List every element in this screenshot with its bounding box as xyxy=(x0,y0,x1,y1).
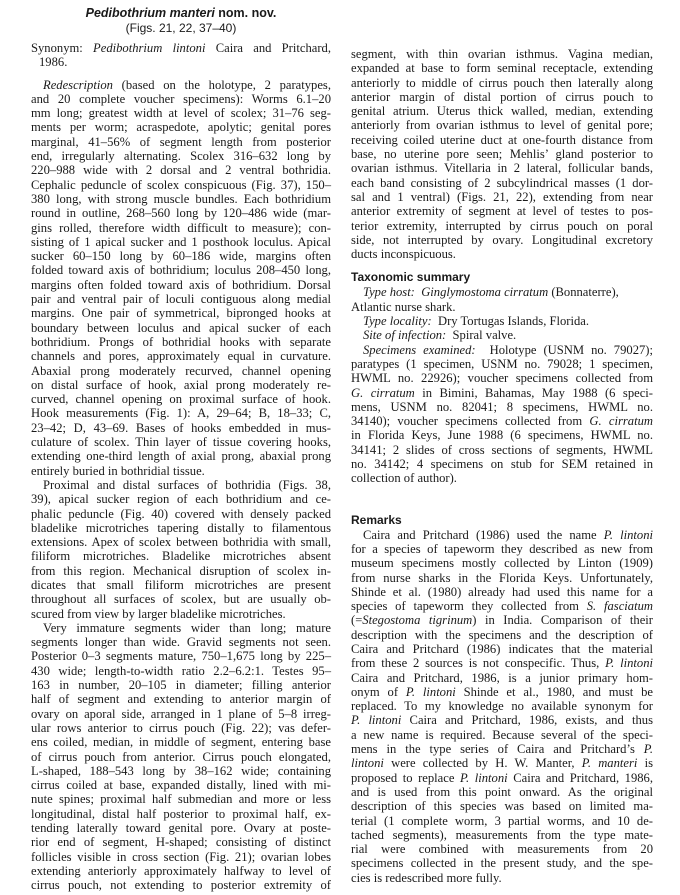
text-line: tending laterally toward genital pore. Ovary at poste- xyxy=(31,821,331,836)
text-line: phalic peduncle (Fig. 40) covered with densely packed xyxy=(31,506,331,521)
text-line: 39), apical sucker region of each bothridium and ce- xyxy=(31,492,331,507)
text-line: culature of scolex. Thin layer of tissue covering hooks, xyxy=(31,435,331,450)
text-line: from this region. Mechanical disruption of scolex in- xyxy=(31,563,331,578)
text-span: ) in India. Comparison of their xyxy=(472,613,653,628)
right-column xyxy=(351,0,653,885)
redescription-label: Redescription xyxy=(43,77,113,92)
text-line xyxy=(351,613,653,627)
species-title xyxy=(31,6,331,21)
text-line: paratypes (1 specimen, USNM no. 79028; 1 specimen, xyxy=(351,356,653,371)
synonym-line xyxy=(31,41,331,55)
nom-nov-label: nom. nov. xyxy=(214,6,277,20)
text-line: extensions. Apex of scolex between bothridia with small, xyxy=(31,535,331,550)
species-ref: Stegostoma tigrinum xyxy=(362,613,473,628)
text-line: side, not interrupted by ovary. Longitudinal excretory xyxy=(351,232,653,247)
text-line: follicles visible in cross section (Fig. 21); ovarian lobes xyxy=(31,849,331,864)
site-of-infection-line xyxy=(351,328,653,342)
species-ref: P. xyxy=(643,742,653,757)
text-line: sisting of 1 apical sucker and 1 posthook loculus. Apical xyxy=(31,234,331,249)
type-host-common-name: Atlantic nurse shark. xyxy=(351,299,456,314)
text-line: margins often folded toward axis of bothridium. Dorsal xyxy=(31,277,331,292)
text-line: receiving coiled uterine duct at one-fourth distance from xyxy=(351,132,653,147)
type-host-authority: (Bonnaterre), xyxy=(548,285,619,300)
text-span: species of tapeworm they collected from xyxy=(351,599,587,614)
text-line xyxy=(351,756,653,770)
segments-paragraph xyxy=(31,621,331,893)
species-ref: P. lintoni xyxy=(459,770,508,785)
text-line: pair and ventral pair of loculi contiguous along medial xyxy=(31,292,331,307)
text-line: no. 34142; 4 specimens on stub for SEM retained in xyxy=(351,457,653,472)
text-line: Very immature segments wider than long; mature xyxy=(43,620,331,635)
redescription-paragraph xyxy=(31,78,331,478)
text-line: 34141; 2 slides of cross sections of segments, HWML xyxy=(351,442,653,457)
text-line: 23–42; D, 43–69. Bases of hooks embedded in mus- xyxy=(31,420,331,435)
text-line: in Florida Keys, June 1988 (6 specimens, HWML no. xyxy=(351,428,653,443)
text-span: proposed to replace xyxy=(351,770,460,785)
species-ref: lintoni xyxy=(351,756,384,771)
text-line: dicates that small filiform microtriches are present xyxy=(31,577,331,592)
text-line: mm long; greatest width at level of scolex; 31–76 seg- xyxy=(31,106,331,121)
species-ref: P. lintoni xyxy=(351,713,402,728)
text-line xyxy=(351,386,653,400)
text-span: 34140); voucher specimens collected from xyxy=(351,414,590,429)
text-span: is xyxy=(637,756,653,771)
text-line: ovary on aporal side, arranged in 1 plane of 5–8 irreg- xyxy=(31,706,331,721)
text-line: bladelike microtriches tapering distally to filamentous xyxy=(31,520,331,535)
taxonomic-summary-heading: Taxonomic summary xyxy=(351,270,471,285)
figure-references: (Figs. 21, 22, 37–40) xyxy=(125,21,237,35)
text-line: description with the specimens and the description of xyxy=(351,627,653,642)
site-of-infection-value: Spiral valve. xyxy=(446,328,517,343)
text-line: extending anteriorly approximately halfway to level of xyxy=(31,863,331,878)
text-line xyxy=(351,656,653,670)
text-line: folded toward axis of bothridium; loculus 208–450 long, xyxy=(31,263,331,278)
text-line: extending one-third length of axial prong, abaxial prong xyxy=(31,449,331,464)
text-line: ovarian isthmus. Vitellaria in 2 lateral, follicular bands, xyxy=(351,161,653,176)
text-line: rior end of segment, H-shaped; consisting of distinct xyxy=(31,835,331,850)
text-line xyxy=(351,742,653,756)
text-line: throughout all surfaces of scolex, but are usually ob- xyxy=(31,592,331,607)
text-span: from these 2 sources is not conspecific. Thus, xyxy=(351,656,606,671)
text-line xyxy=(351,685,653,699)
text-line: 430 wide; length-to-width ratio 2.2–6.2:1. Testes 95– xyxy=(31,663,331,678)
text-line: margins. One pair of symmetrical, bipronged hooks at xyxy=(31,306,331,321)
text-line: base, no uterine pore seen; Mehlis’ gland posterior to xyxy=(351,147,653,162)
holotype-info: Holotype (USNM no. 79027); xyxy=(475,342,653,357)
segments-continued-paragraph xyxy=(351,47,653,261)
text-line xyxy=(351,599,653,613)
text-line: filiform microtriches. Bladelike microtriches absent xyxy=(31,549,331,564)
text-line: Proximal and distal surfaces of bothridia (Figs. 38, xyxy=(43,477,331,492)
text-line: bothridium. Prongs of bothridial hooks with separate xyxy=(31,334,331,349)
taxonomic-summary-section xyxy=(351,269,653,485)
type-host-line xyxy=(351,285,653,299)
text-line: Shinde et al. (1980) already had used this name for a xyxy=(351,584,653,599)
synonym-name: Pedibothrium lintoni xyxy=(93,41,206,55)
text-line: anteriorly to middle of cirrus pouch then laterally along xyxy=(351,75,653,90)
text-span: Caira and Pritchard, 1986, exists, and thus xyxy=(401,713,653,728)
text-line: anterior extremity of segment at level of testes to pos- xyxy=(351,204,653,219)
text-line: description of this species was based on limited ma- xyxy=(351,799,653,814)
text-line xyxy=(351,771,653,785)
species-ref: P. lintoni xyxy=(605,656,653,671)
text-line: for a species of tapeworm they described as new from xyxy=(351,541,653,556)
species-ref: P. lintoni xyxy=(405,684,456,699)
text-line: each band consisting of 2 subcylindrical masses (1 dor- xyxy=(351,175,653,190)
text-line: terial (1 complete worm, 3 partial worms, and 10 de- xyxy=(351,813,653,828)
text-line: genital atrium. Uterus thick walled, median, extending xyxy=(351,104,653,119)
text-line: boundary between loculus and apical sucker of each xyxy=(31,320,331,335)
text-line: round in outline, 268–560 long by 120–486 wide (mar- xyxy=(31,206,331,221)
type-locality-label: Type locality: xyxy=(363,314,432,329)
text-line: mens, USNM no. 82041; 8 specimens, HWML no. xyxy=(351,399,653,414)
text-line: a new name is required. Because several of the speci- xyxy=(351,727,653,742)
text-line: curved, channel opening on proximal surface of hook. xyxy=(31,392,331,407)
remarks-section xyxy=(351,512,653,885)
text-line xyxy=(351,713,653,727)
text-line: Hook measurements (Fig. 1): A, 29–64; B, 18–33; C, xyxy=(31,406,331,421)
text-line: rial were combined with measurements from 20 xyxy=(351,842,653,857)
text-span: onym of xyxy=(351,684,406,699)
text-span: were collected by H. W. Manter, xyxy=(383,756,582,771)
specimens-examined-line xyxy=(351,343,653,357)
text-line: museum specimens mostly collected by Linton (1909) xyxy=(351,556,653,571)
text-line: specimens collected in the present study, and the spe- xyxy=(351,856,653,871)
text-line: channels and pores, approximately equal in curvature. xyxy=(31,349,331,364)
text-line: ens coiled, median, in middle of segment, entering base xyxy=(31,735,331,750)
text-line: ments per worm; acraspedote, apolytic; genital pores xyxy=(31,120,331,135)
text-line: Abaxial prong moderately recurved, channel opening xyxy=(31,363,331,378)
type-host-label: Type host: xyxy=(363,285,415,300)
species-header xyxy=(31,6,331,35)
species-ref: S. fasciatum xyxy=(586,599,653,614)
species-name: Pedibothrium manteri xyxy=(85,6,215,20)
species-ref: G. cirratum xyxy=(589,414,653,429)
text-line: anterior margin of distal portion of cirrus pouch to xyxy=(351,89,653,104)
synonym-authority: Caira and Pritchard, xyxy=(205,41,331,55)
text-line: replaced. To my knowledge no available synonym for xyxy=(351,699,653,714)
text-line: entirely buried in bothridial tissue. xyxy=(31,463,205,478)
text-line: segment, with thin ovarian isthmus. Vagina median, xyxy=(351,47,653,61)
text-span: in Bimini, Bahamas, May 1988 (6 speci- xyxy=(414,385,653,400)
text-line: gins rolled, therefore width difficult to measure); con- xyxy=(31,220,331,235)
text-line xyxy=(351,414,653,428)
text-span: (based on the holotype, 2 paratypes, xyxy=(112,77,331,92)
text-line: scured from view by larger bladelike microtriches. xyxy=(31,606,286,621)
text-line: anteriorly from ovarian isthmus to level of genital pore; xyxy=(351,118,653,133)
text-line: end, irregularly alternating. Scolex 316–632 long by xyxy=(31,149,331,164)
type-host-species: Ginglymostoma cirratum xyxy=(421,285,549,300)
text-line: 380 long, with strong muscle bundles. Each bothridium xyxy=(31,191,331,206)
text-line: Cephalic peduncle of scolex conspicuous (Fig. 37), 150– xyxy=(31,177,331,192)
text-line: ducts inconspicuous. xyxy=(351,247,456,262)
text-line: ular rows anterior to cirrus pouch (Fig. 22); vas defer- xyxy=(31,720,331,735)
text-line: 163 in number, 20–105 in diameter; filling anterior xyxy=(31,678,331,693)
text-line: terior extremity, interrupted by cirrus pouch on poral xyxy=(351,218,653,233)
text-line: longitudinal, distal half posterior to proximal half, ex- xyxy=(31,806,331,821)
text-span: Shinde et al., 1980, and must be xyxy=(455,684,653,699)
text-line: HWML no. 22926); voucher specimens collected from xyxy=(351,371,653,386)
text-line: half of segment and extending to anterior margin of xyxy=(31,692,331,707)
specimens-examined-label: Specimens examined: xyxy=(363,342,476,357)
text-line: sucker 60–150 long by 60–186 wide, margins often xyxy=(31,249,331,264)
text-span: Caira and Pritchard, 1986, xyxy=(507,770,653,785)
site-of-infection-label: Site of infection: xyxy=(363,328,447,343)
text-line: from nurse sharks in the Florida Keys. Unfortunately, xyxy=(351,570,653,585)
text-line: expanded at base to form seminal receptacle, extending xyxy=(351,61,653,76)
text-line: tached segments), measurements from the type mate- xyxy=(351,827,653,842)
text-line xyxy=(351,528,653,542)
synonym-paragraph xyxy=(31,41,331,70)
text-line: segments longer than wide. Gravid segments not seen. xyxy=(31,635,331,650)
text-line: cies is redescribed more fully. xyxy=(351,870,502,885)
text-line: cirrus coiled at base, expanded distally, lined with mi- xyxy=(31,778,331,793)
text-line: Caira and Pritchard (1986) indicates that the material xyxy=(351,641,653,656)
text-line: of cirrus pouch from anterior. Cirrus pouch elongated, xyxy=(31,749,331,764)
surfaces-paragraph xyxy=(31,478,331,621)
text-span: (= xyxy=(351,613,363,628)
species-ref: P. lintoni xyxy=(603,527,653,542)
species-ref: P. manteri xyxy=(581,756,638,771)
text-line: L-shaped, 188–543 long by 38–162 wide; containing xyxy=(31,763,331,778)
text-span: Caira and Pritchard (1986) used the name xyxy=(363,527,604,542)
text-line: and is used from this point onward. As the original xyxy=(351,784,653,799)
synonym-label: Synonym: xyxy=(31,41,94,55)
text-line: nute spines; proximal half submedian and more or less xyxy=(31,792,331,807)
text-line: Posterior 0–3 segments mature, 750–1,675 long by 225– xyxy=(31,649,331,664)
text-line: cirrus pouch, not extending to posterior extremity of xyxy=(31,878,331,893)
text-line xyxy=(31,78,331,92)
text-line: marginal, 41–56% of segment length from posterior xyxy=(31,134,331,149)
text-line: 220–988 wide with 2 dorsal and 2 ventral bothridia. xyxy=(31,163,331,178)
remarks-heading: Remarks xyxy=(351,512,402,527)
text-span: mens in the type series of Caira and Pritchard’s xyxy=(351,742,644,757)
synonym-year: 1986. xyxy=(39,55,68,70)
left-column xyxy=(31,0,331,893)
text-line: sal and 1 ventral) (Figs. 21, 22), extending from near xyxy=(351,189,653,204)
type-locality-value: Dry Tortugas Islands, Florida. xyxy=(431,314,590,329)
type-locality-line xyxy=(351,314,653,328)
text-line: collection of author). xyxy=(351,471,457,486)
text-line: Caira and Pritchard, 1986, is a junior primary hom- xyxy=(351,670,653,685)
text-line: and 20 complete voucher specimens): Worms 6.1–20 xyxy=(31,91,331,106)
text-line: on distal surface of hook, axial prong moderately re- xyxy=(31,377,331,392)
species-ref: G. cirratum xyxy=(351,385,415,400)
